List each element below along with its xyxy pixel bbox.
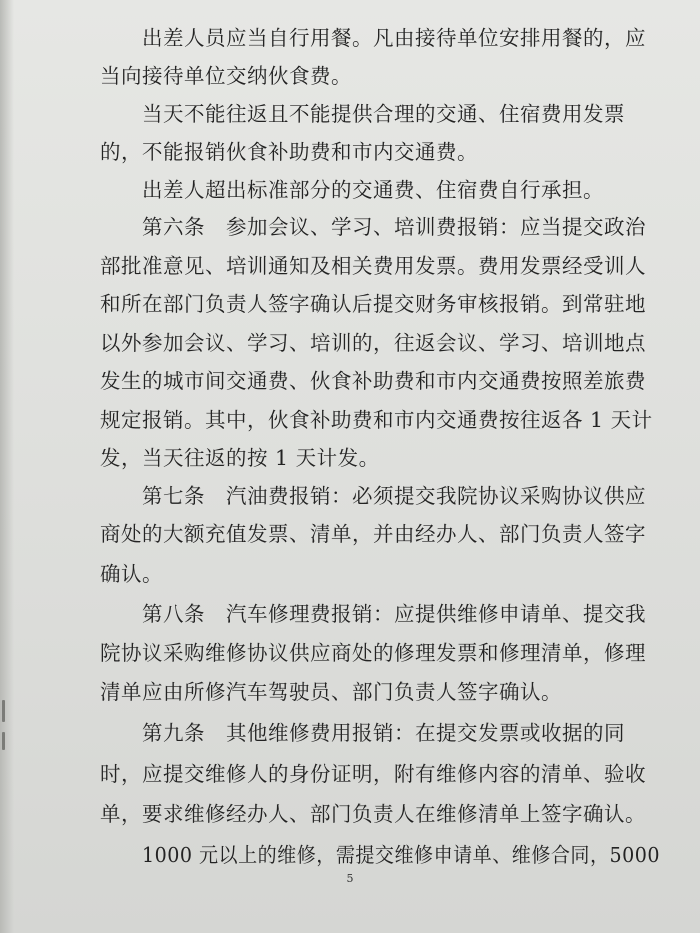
text-line: 确认。 [100,562,163,586]
text-line: 当向接待单位交纳伙食费。 [100,64,352,88]
text-line: 部批准意见、培训通知及相关费用发票。费用发票经受训人 [100,254,646,278]
text-line: 时，应提交维修人的身份证明，附有维修内容的清单、验收 [100,762,646,786]
text-line: 发生的城市间交通费、伙食补助费和市内交通费按照差旅费 [100,369,646,393]
text-line: 发，当天往返的按 1 天计发。 [100,446,380,470]
text-line: 清单应由所修汽车驾驶员、部门负责人签字确认。 [100,680,562,704]
text-line: 规定报销。其中，伙食补助费和市内交通费按往返各 1 天计 [100,408,653,432]
page-edge-shadow [0,0,14,933]
text-line: 和所在部门负责人签字确认后提交财务审核报销。到常驻地 [100,292,646,316]
binding-mark [2,700,5,722]
text-line: 单，要求维修经办人、部门负责人在维修清单上签字确认。 [100,802,646,826]
text-line: 出差人员应当自行用餐。凡由接待单位安排用餐的，应 [142,26,646,50]
text-line: 出差人超出标准部分的交通费、住宿费自行承担。 [142,178,604,202]
text-line: 当天不能往返且不能提供合理的交通、住宿费用发票 [142,102,625,126]
text-line: 商处的大额充值发票、清单，并由经办人、部门负责人签字 [100,522,646,546]
text-line: 第八条 汽车修理费报销：应提供维修申请单、提交我 [142,602,646,626]
text-line: 以外参加会议、学习、培训的，往返会议、学习、培训地点 [100,331,646,355]
text-line: 院协议采购维修协议供应商处的修理发票和修理清单，修理 [100,641,646,665]
text-line: 1000 元以上的维修，需提交维修申请单、维修合同，5000 [142,843,660,867]
page-number: 5 [346,872,354,885]
text-line: 第七条 汽油费报销：必须提交我院协议采购协议供应 [142,484,646,508]
text-line: 的，不能报销伙食补助费和市内交通费。 [100,140,478,164]
text-line: 第九条 其他维修费用报销：在提交发票或收据的同 [142,721,625,745]
binding-mark [2,732,5,750]
text-line: 第六条 参加会议、学习、培训费报销：应当提交政治 [142,215,646,239]
